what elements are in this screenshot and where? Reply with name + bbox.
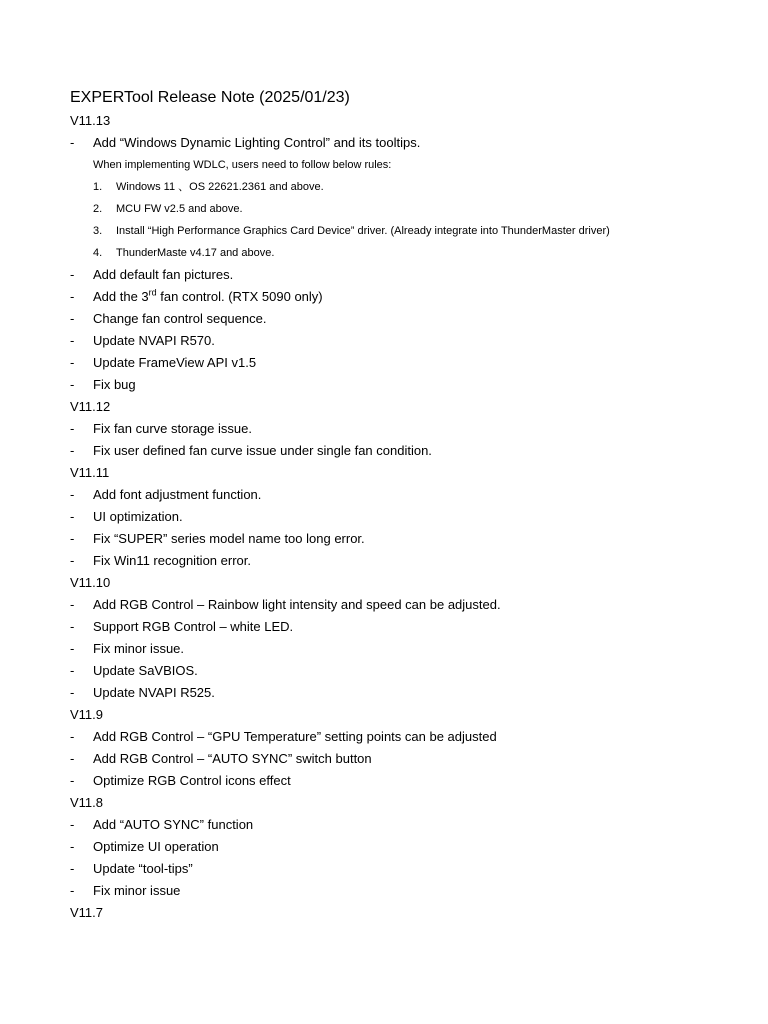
list-item — [70, 330, 730, 352]
item-text: Add “Windows Dynamic Lighting Control” and its tooltips. — [93, 135, 421, 150]
list-item — [70, 660, 730, 682]
version-heading: V11.10 — [70, 575, 111, 590]
item-text: Update NVAPI R570. — [93, 333, 215, 348]
version-heading: V11.8 — [70, 795, 104, 810]
dash-bullet: - — [70, 531, 75, 546]
rule-number: 4. — [93, 247, 103, 259]
dash-bullet: - — [70, 839, 75, 854]
item-text: Add RGB Control – “GPU Temperature” setting points can be adjusted — [93, 729, 497, 744]
dash-bullet: - — [70, 729, 75, 744]
rule-text: Windows 11 、OS 22621.2361 and above. — [116, 181, 324, 193]
item-text: Add RGB Control – Rainbow light intensity and speed can be adjusted. — [93, 597, 501, 612]
dash-bullet: - — [70, 377, 75, 392]
dash-bullet: - — [70, 509, 75, 524]
dash-bullet: - — [70, 685, 75, 700]
item-text: Fix fan curve storage issue. — [93, 421, 252, 436]
list-item — [70, 748, 730, 770]
dash-bullet: - — [70, 773, 75, 788]
rule-text: MCU FW v2.5 and above. — [116, 203, 243, 215]
version-heading: V11.13 — [70, 113, 111, 128]
item-text: Add RGB Control – “AUTO SYNC” switch button — [93, 751, 372, 766]
dash-bullet: - — [70, 751, 75, 766]
list-item — [70, 528, 730, 550]
ordinal-suffix: rd — [148, 287, 157, 298]
list-item — [70, 286, 730, 308]
list-item — [70, 440, 730, 462]
item-text-post: fan control. (RTX 5090 only) — [156, 289, 323, 304]
item-text: Update NVAPI R525. — [93, 685, 215, 700]
rule-number: 3. — [93, 225, 103, 237]
dash-bullet: - — [70, 883, 75, 898]
item-text: Optimize UI operation — [93, 839, 219, 854]
dash-bullet: - — [70, 443, 75, 458]
item-text: Fix user defined fan curve issue under single fan condition. — [93, 443, 432, 458]
item-text-pre: Add the 3 — [93, 289, 149, 304]
dash-bullet: - — [70, 311, 75, 326]
list-item — [70, 374, 730, 396]
rule-text: Install “High Performance Graphics Card Device” driver. (Already integrate into ThunderMaster driver) — [116, 225, 610, 237]
list-item — [70, 132, 730, 154]
list-item — [70, 770, 730, 792]
rule-item — [70, 242, 730, 264]
version-heading: V11.11 — [70, 465, 110, 480]
list-item — [70, 858, 730, 880]
list-item — [70, 616, 730, 638]
item-text: Add default fan pictures. — [93, 267, 234, 282]
dash-bullet: - — [70, 597, 75, 612]
item-text: Fix Win11 recognition error. — [93, 553, 251, 568]
dash-bullet: - — [70, 487, 75, 502]
item-text: Add font adjustment function. — [93, 487, 262, 502]
dash-bullet: - — [70, 861, 75, 876]
item-text: UI optimization. — [93, 509, 183, 524]
list-item — [70, 836, 730, 858]
dash-bullet: - — [70, 641, 75, 656]
list-item — [70, 594, 730, 616]
dash-bullet: - — [70, 135, 75, 150]
dash-bullet: - — [70, 663, 75, 678]
dash-bullet: - — [70, 267, 75, 282]
item-text: Support RGB Control – white LED. — [93, 619, 294, 634]
rule-number: 2. — [93, 203, 103, 215]
item-text: Update SaVBIOS. — [93, 663, 198, 678]
list-item — [70, 352, 730, 374]
item-text: Update “tool-tips” — [93, 861, 193, 876]
document-title: EXPERTool Release Note (2025/01/23) — [70, 89, 350, 106]
item-text: Change fan control sequence. — [93, 311, 267, 326]
item-text: Update FrameView API v1.5 — [93, 355, 257, 370]
dash-bullet: - — [70, 619, 75, 634]
rules-intro: When implementing WDLC, users need to follow below rules: — [93, 159, 392, 171]
list-item — [70, 638, 730, 660]
item-text: Fix “SUPER” series model name too long error. — [93, 531, 365, 546]
list-item — [70, 418, 730, 440]
version-heading: V11.12 — [70, 399, 111, 414]
list-item — [70, 506, 730, 528]
rule-item — [70, 220, 730, 242]
list-item — [70, 484, 730, 506]
list-item — [70, 308, 730, 330]
list-item — [70, 550, 730, 572]
item-text: Fix bug — [93, 377, 136, 392]
list-item — [70, 682, 730, 704]
dash-bullet: - — [70, 289, 75, 304]
rule-item — [70, 176, 730, 198]
rule-item — [70, 198, 730, 220]
list-item — [70, 264, 730, 286]
list-item — [70, 814, 730, 836]
item-text: Fix minor issue — [93, 883, 181, 898]
release-notes — [70, 86, 730, 924]
dash-bullet: - — [70, 817, 75, 832]
item-text: Add “AUTO SYNC” function — [93, 817, 254, 832]
version-heading: V11.7 — [70, 905, 104, 920]
version-heading: V11.9 — [70, 707, 104, 722]
item-text: Optimize RGB Control icons effect — [93, 773, 291, 788]
rule-text: ThunderMaste v4.17 and above. — [116, 247, 275, 259]
item-text: Fix minor issue. — [93, 641, 185, 656]
list-item — [70, 880, 730, 902]
dash-bullet: - — [70, 553, 75, 568]
list-item — [70, 726, 730, 748]
dash-bullet: - — [70, 333, 75, 348]
dash-bullet: - — [70, 421, 75, 436]
rule-number: 1. — [93, 181, 103, 193]
dash-bullet: - — [70, 355, 75, 370]
